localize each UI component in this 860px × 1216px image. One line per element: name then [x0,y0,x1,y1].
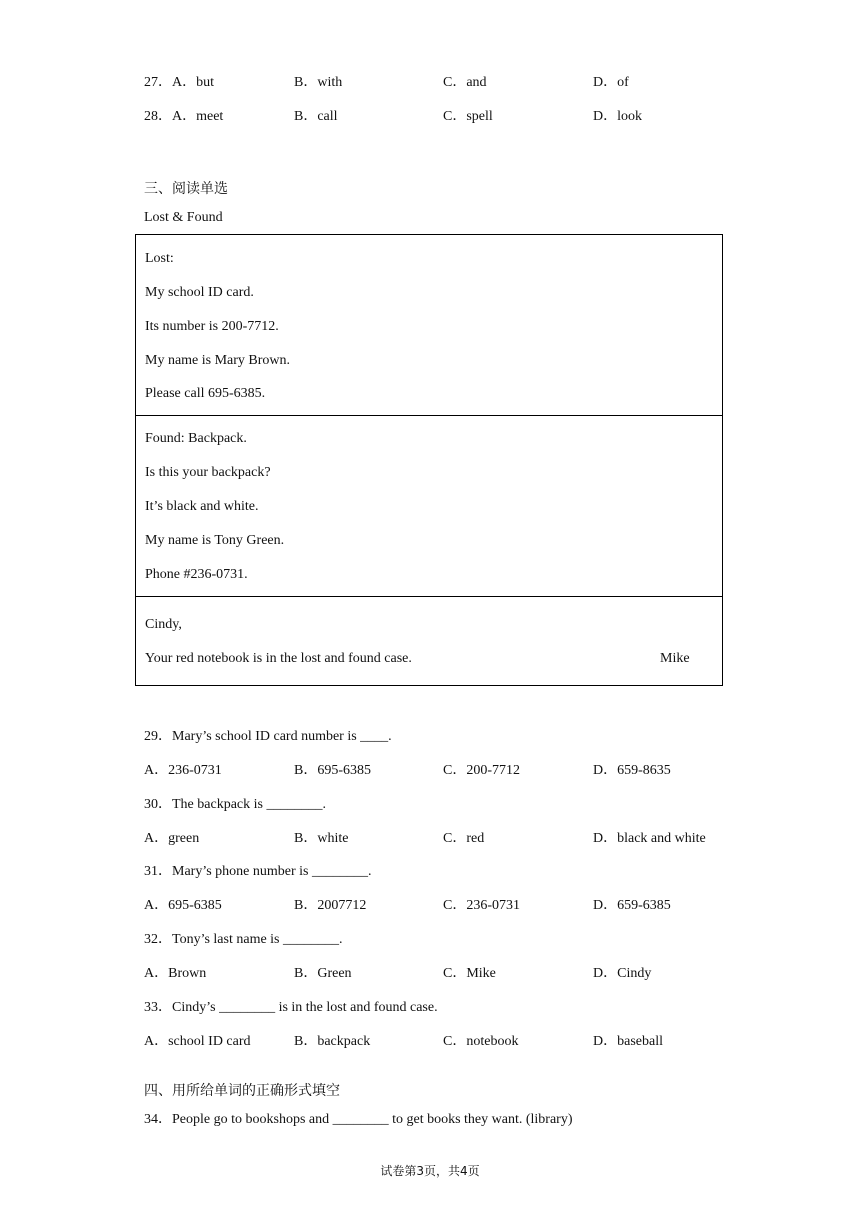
message-greeting: Cindy, [145,617,182,632]
question-34-stem: 34．People go to bookshops and ________ to get books they want. (library) [144,1112,573,1127]
lost-notice-box [135,234,723,416]
option-d: D．baseball [593,1034,663,1049]
option-d: D．659-8635 [593,763,671,778]
option-d: D．of [593,75,629,90]
notice-line: My name is Tony Green. [145,533,285,548]
question-stem: 32．Tony’s last name is ________. [144,932,343,947]
question-stem: 31．Mary’s phone number is ________. [144,864,372,879]
option-b: B．Green [294,966,352,981]
question-stem: 29．Mary’s school ID card number is ____. [144,729,392,744]
question-stem: 33．Cindy’s ________ is in the lost and found case. [144,1000,438,1015]
notice-line: Lost: [145,251,174,266]
option-c: C．spell [443,109,493,124]
option-a: A．Brown [144,966,207,981]
option-c: C．notebook [443,1034,519,1049]
option-b: B．695-6385 [294,763,371,778]
option-c: C．red [443,831,485,846]
option-d: D．black and white [593,831,706,846]
passage-title: Lost & Found [144,210,223,225]
option-d: D．look [593,109,642,124]
option-c: C．236-0731 [443,898,520,913]
message-signature: Mike [660,651,690,666]
option-d: D．659-6385 [593,898,671,913]
notice-line: My name is Mary Brown. [145,353,291,368]
option-a: A．school ID card [144,1034,251,1049]
notice-line: Phone #236-0731. [145,567,248,582]
option-a: 27．A．but [144,75,214,90]
option-c: C．Mike [443,966,496,981]
notice-line: It’s black and white. [145,499,259,514]
notice-line: Its number is 200-7712. [145,319,279,334]
notice-line: Is this your backpack? [145,465,271,480]
section-4-title: 四、用所给单词的正确形式填空 [144,1083,340,1099]
section-3-title: 三、阅读单选 [144,181,228,197]
option-a: A．green [144,831,200,846]
notice-line: My school ID card. [145,285,254,300]
found-notice-box [135,415,723,597]
option-b: B．2007712 [294,898,367,913]
option-c: C．200-7712 [443,763,520,778]
option-d: D．Cindy [593,966,652,981]
option-b: B．white [294,831,349,846]
option-a: 28．A．meet [144,109,224,124]
notice-line: Please call 695-6385. [145,386,266,401]
message-body: Your red notebook is in the lost and found case. [145,651,412,666]
option-a: A．236-0731 [144,763,222,778]
question-stem: 30．The backpack is ________. [144,797,326,812]
option-b: B．call [294,109,338,124]
option-c: C．and [443,75,487,90]
option-a: A．695-6385 [144,898,222,913]
notice-line: Found: Backpack. [145,431,247,446]
option-b: B．with [294,75,343,90]
page-footer: 试卷第3页，共4页 [380,1164,480,1178]
message-notice-box [135,596,723,686]
option-b: B．backpack [294,1034,371,1049]
